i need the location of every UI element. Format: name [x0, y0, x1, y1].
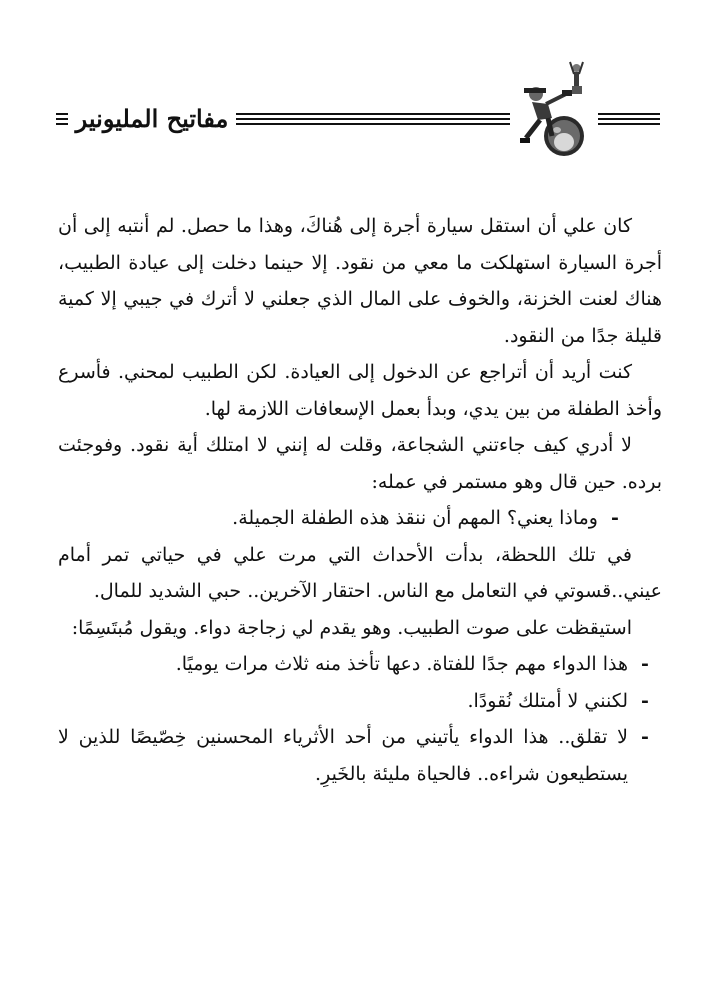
- dialogue-line: [58, 500, 662, 537]
- paragraph: في تلك اللحظة، بدأت الأحداث التي مرت علي في حياتي تمر أمام عيني..قسوتي في التعامل مع الناس. احتقار الآخرين.. حبي الشديد للمال.: [58, 543, 662, 602]
- header-rule-right: [598, 113, 660, 127]
- dialogue-line: [58, 646, 662, 683]
- dialogue-line: [58, 683, 662, 720]
- header-rule-middle: [236, 113, 510, 127]
- dash-marker: -: [641, 689, 649, 712]
- dialogue-text: لكنني لا أمتلك نُقودًا.: [467, 689, 628, 712]
- page-body: [58, 208, 662, 978]
- paragraph: كان علي أن استقل سيارة أجرة إلى هُناكَ، وهذا ما حصل. لم أنتبه إلى أن أجرة السيارة استهلكت ما معي من نقود. إلا حينما دخلت إلى عيادة الطبيب، هناك لعنت الخزنة، والخوف على المال الذي جعلني لا أترك في جيبي إلا كمية قليلة جدًا من النقود.: [58, 215, 662, 347]
- dialogue-line: [58, 719, 662, 792]
- figure-on-cannon-logo: [512, 58, 598, 158]
- header-rule-left: [56, 113, 68, 127]
- page-header: [0, 58, 720, 168]
- paragraph: لا أدري كيف جاءتني الشجاعة، وقلت له إنني لا امتلك أية نقود. وفوجئت برده. حين قال وهو مستمر في عمله:: [58, 434, 662, 493]
- dialogue-text: هذا الدواء مهم جدًا للفتاة. دعها تأخذ منه ثلاث مرات يوميًا.: [175, 653, 628, 675]
- paragraph: كنت أريد أن أتراجع عن الدخول إلى العيادة. لكن الطبيب لمحني. فأسرع وأخذ الطفلة من بين يدي، وبدأ بعمل الإسعافات اللازمة لها.: [58, 361, 662, 420]
- dialogue-text: لا تقلق.. هذا الدواء يأتيني من أحد الأثرياء المحسنين خِصّيصًا للذين لا يستطيعون شراءه.. فالحياة مليئة بالخَيرِ.: [58, 726, 628, 785]
- dash-marker: -: [641, 653, 649, 675]
- book-title: مفاتيح المليونير: [75, 104, 229, 133]
- dialogue-text: وماذا يعني؟ المهم أن ننقذ هذه الطفلة الجميلة.: [232, 507, 598, 529]
- paragraph: استيقظت على صوت الطبيب. وهو يقدم لي زجاجة دواء. ويقول مُبتَسِمًا:: [71, 616, 632, 639]
- dash-marker: -: [611, 507, 619, 529]
- dash-marker: -: [641, 726, 649, 748]
